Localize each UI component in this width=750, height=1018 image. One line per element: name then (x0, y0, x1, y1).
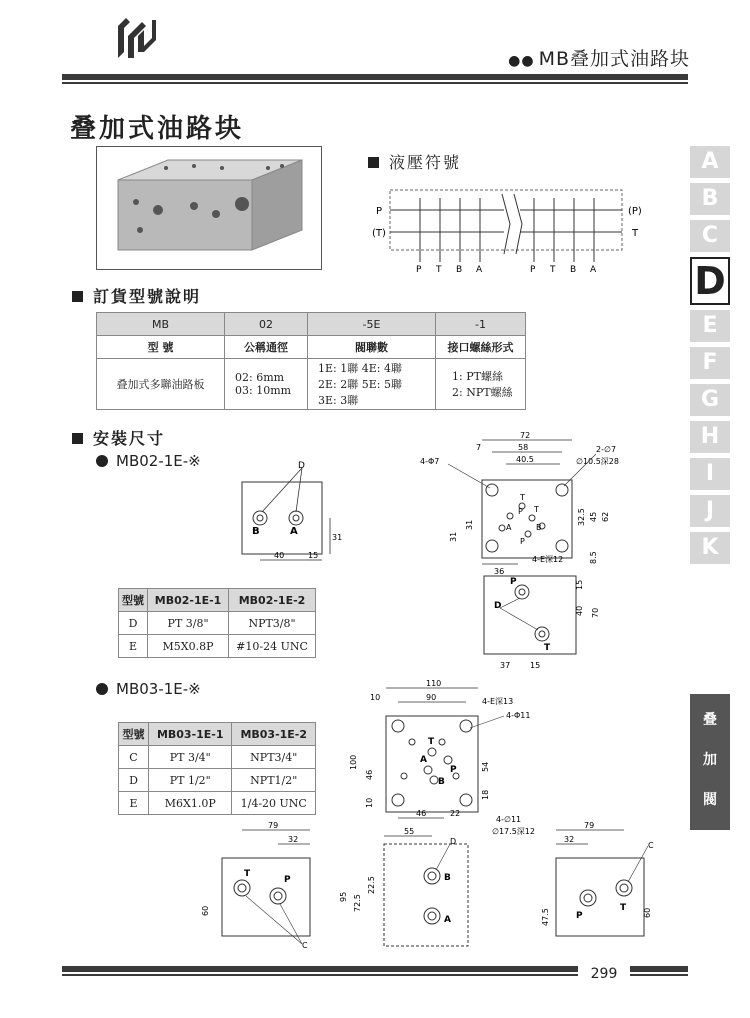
label-a: A (290, 526, 298, 537)
section-tabs (690, 146, 730, 569)
bore-cell: 02: 6mm 03: 10mm (225, 359, 308, 410)
tab-e[interactable]: E (690, 310, 730, 342)
label-p: P (576, 911, 583, 921)
label-t: T (244, 869, 251, 879)
table-row: C PT 3/4" NPT3/4" (119, 746, 316, 769)
tab-f[interactable]: F (690, 347, 730, 379)
table-row: D PT 3/8" NPT3/8" (119, 612, 316, 635)
ordering-heading: 訂貨型號說明 (72, 284, 201, 307)
product-photo (96, 146, 322, 270)
port-a: A (420, 755, 427, 765)
dim: 110 (426, 679, 442, 688)
dim: 60 (201, 905, 210, 916)
dim: 4-Φ11 (506, 711, 531, 720)
symbol-port: B (570, 265, 577, 275)
port-p: P (450, 765, 457, 775)
mb03-left-view (198, 818, 322, 952)
symbol-port: P (530, 265, 536, 275)
symbol-label-t-right: T (632, 228, 639, 239)
dim: 36 (494, 567, 505, 576)
table-header: MB02-1E-2 (229, 589, 316, 612)
dim: 95 (339, 891, 348, 902)
dim: 58 (518, 443, 529, 452)
dim: 40.5 (516, 455, 534, 464)
dim: 4-E深12 (532, 555, 564, 564)
dim: 79 (268, 821, 279, 830)
dim: 55 (404, 827, 415, 836)
hydraulic-symbol-heading: 液壓符號 (368, 150, 461, 173)
category-label: 叠 加 閥 (690, 694, 730, 830)
page-title: 叠加式油路块 (70, 114, 245, 144)
dim: 46 (416, 809, 427, 818)
dim-15: 15 (308, 551, 319, 560)
dim: 2-∅7 (596, 445, 617, 454)
code-cell: -5E (308, 313, 436, 336)
dim: 79 (584, 821, 595, 830)
code-cell: MB (97, 313, 225, 336)
header-cell: 閥聯數 (308, 336, 436, 359)
port-t: T (520, 493, 525, 502)
symbol-port: B (456, 265, 463, 275)
port-b: B (536, 523, 542, 532)
dim: ∅10.5深28 (576, 457, 619, 466)
symbol-port: A (476, 265, 483, 275)
header-cell: 公稱通徑 (225, 336, 308, 359)
label-b: B (444, 873, 451, 883)
dim: 22 (450, 809, 461, 818)
code-cell: -1 (436, 313, 526, 336)
mb03-top-view (346, 676, 546, 836)
label-d: D (494, 601, 502, 611)
dim: ∅17.5深12 (492, 827, 535, 836)
dim: 72.5 (353, 894, 362, 912)
label-d: D (298, 461, 305, 471)
symbol-label-p-right: (P) (628, 206, 642, 217)
label-c: C (648, 841, 654, 850)
dim: 10 (370, 693, 381, 702)
mb03-thread-table (118, 722, 316, 815)
page-number: 299 (578, 966, 630, 986)
port-a: A (506, 523, 512, 532)
header-cell: 型 號 (97, 336, 225, 359)
symbol-label-p: P (376, 206, 383, 217)
dim: 32 (564, 835, 575, 844)
mb02-heading: MB02-1E-※ (96, 452, 201, 470)
symbol-port: T (436, 265, 442, 275)
mb02-front-view (232, 460, 352, 580)
type-cell: 叠加式多聯油路板 (97, 359, 225, 410)
dim: 62 (601, 511, 610, 522)
dim: 54 (481, 761, 490, 772)
tab-j[interactable]: J (690, 495, 730, 527)
label-p: P (510, 577, 517, 587)
label-p: P (284, 875, 291, 885)
label-t: T (544, 643, 551, 653)
top-rule (62, 74, 688, 80)
dim: 46 (365, 769, 374, 780)
port-t: T (428, 737, 435, 747)
port-p: P (520, 537, 525, 546)
top-rule-thin (62, 82, 688, 84)
dim: 31 (449, 531, 458, 542)
dim: 47.5 (541, 908, 550, 926)
dim: 4-∅11 (496, 815, 522, 824)
symbol-port: P (416, 265, 422, 275)
table-header: MB03-1E-2 (232, 723, 316, 746)
dim: 40 (575, 605, 584, 616)
tab-a[interactable]: A (690, 146, 730, 178)
hydraulic-symbol-diagram (374, 184, 644, 274)
dim: 45 (589, 511, 598, 522)
dim: 8.5 (589, 551, 598, 564)
mb02-top-view (420, 430, 630, 576)
dim: 15 (530, 661, 541, 670)
dim: 31 (465, 519, 474, 530)
dim: 10 (365, 797, 374, 808)
port-t: T (534, 505, 539, 514)
header-cell: 接口螺絲形式 (436, 336, 526, 359)
table-row: E M6X1.0P 1/4-20 UNC (119, 792, 316, 815)
port-p: P (518, 507, 523, 516)
tab-c[interactable]: C (690, 220, 730, 252)
symbol-port: T (550, 265, 556, 275)
dim: 4-Φ7 (420, 457, 440, 466)
dim: 60 (643, 907, 652, 918)
code-cell: 02 (225, 313, 308, 336)
ordering-table (96, 312, 526, 410)
install-heading: 安裝尺寸 (72, 426, 165, 449)
tab-d[interactable]: D (690, 257, 730, 305)
mb02-side-view (472, 574, 612, 674)
dim-31: 31 (332, 533, 343, 542)
table-header: MB02-1E-1 (148, 589, 229, 612)
dim: 32.5 (577, 508, 586, 526)
dim: 70 (591, 607, 600, 618)
mb03-right-view (541, 818, 664, 952)
dim: 7 (476, 443, 482, 452)
header-title: ●● MB叠加式油路块 (508, 48, 690, 70)
mb03-middle-view (332, 827, 476, 956)
dim-40: 40 (274, 551, 285, 560)
tab-i[interactable]: I (690, 458, 730, 490)
dim: 100 (349, 754, 358, 770)
dim: 90 (426, 693, 437, 702)
dim: 4-E深13 (482, 697, 514, 706)
dim: 22.5 (367, 876, 376, 894)
tab-g[interactable]: G (690, 384, 730, 416)
tab-b[interactable]: B (690, 183, 730, 215)
dim: 15 (575, 579, 584, 590)
tab-h[interactable]: H (690, 421, 730, 453)
table-row: E M5X0.8P #10-24 UNC (119, 635, 316, 658)
dim: 72 (520, 431, 531, 440)
symbol-port: A (590, 265, 597, 275)
port-b: B (438, 777, 445, 787)
mb03-heading: MB03-1E-※ (96, 680, 201, 698)
symbol-label-t: (T) (372, 228, 386, 239)
label-d: D (450, 837, 457, 846)
dim: 37 (500, 661, 511, 670)
bullet-dots-icon: ●● (508, 53, 535, 69)
dim: 18 (481, 789, 490, 800)
thread-cell: 1: PT螺絲 2: NPT螺絲 (436, 359, 526, 410)
table-header: 型號 (119, 723, 149, 746)
label-c: C (302, 941, 308, 950)
table-row: D PT 1/2" NPT1/2" (119, 769, 316, 792)
label-a: A (444, 915, 451, 925)
tab-k[interactable]: K (690, 532, 730, 564)
table-header: 型號 (119, 589, 148, 612)
stations-cell: 1E: 1聯 4E: 4聯 2E: 2聯 5E: 5聯 3E: 3聯 (308, 359, 436, 410)
brand-logo (112, 12, 160, 64)
label-t: T (620, 903, 627, 913)
dim: 32 (288, 835, 299, 844)
mb02-thread-table (118, 588, 316, 658)
label-b: B (252, 526, 260, 537)
table-header: MB03-1E-1 (148, 723, 232, 746)
